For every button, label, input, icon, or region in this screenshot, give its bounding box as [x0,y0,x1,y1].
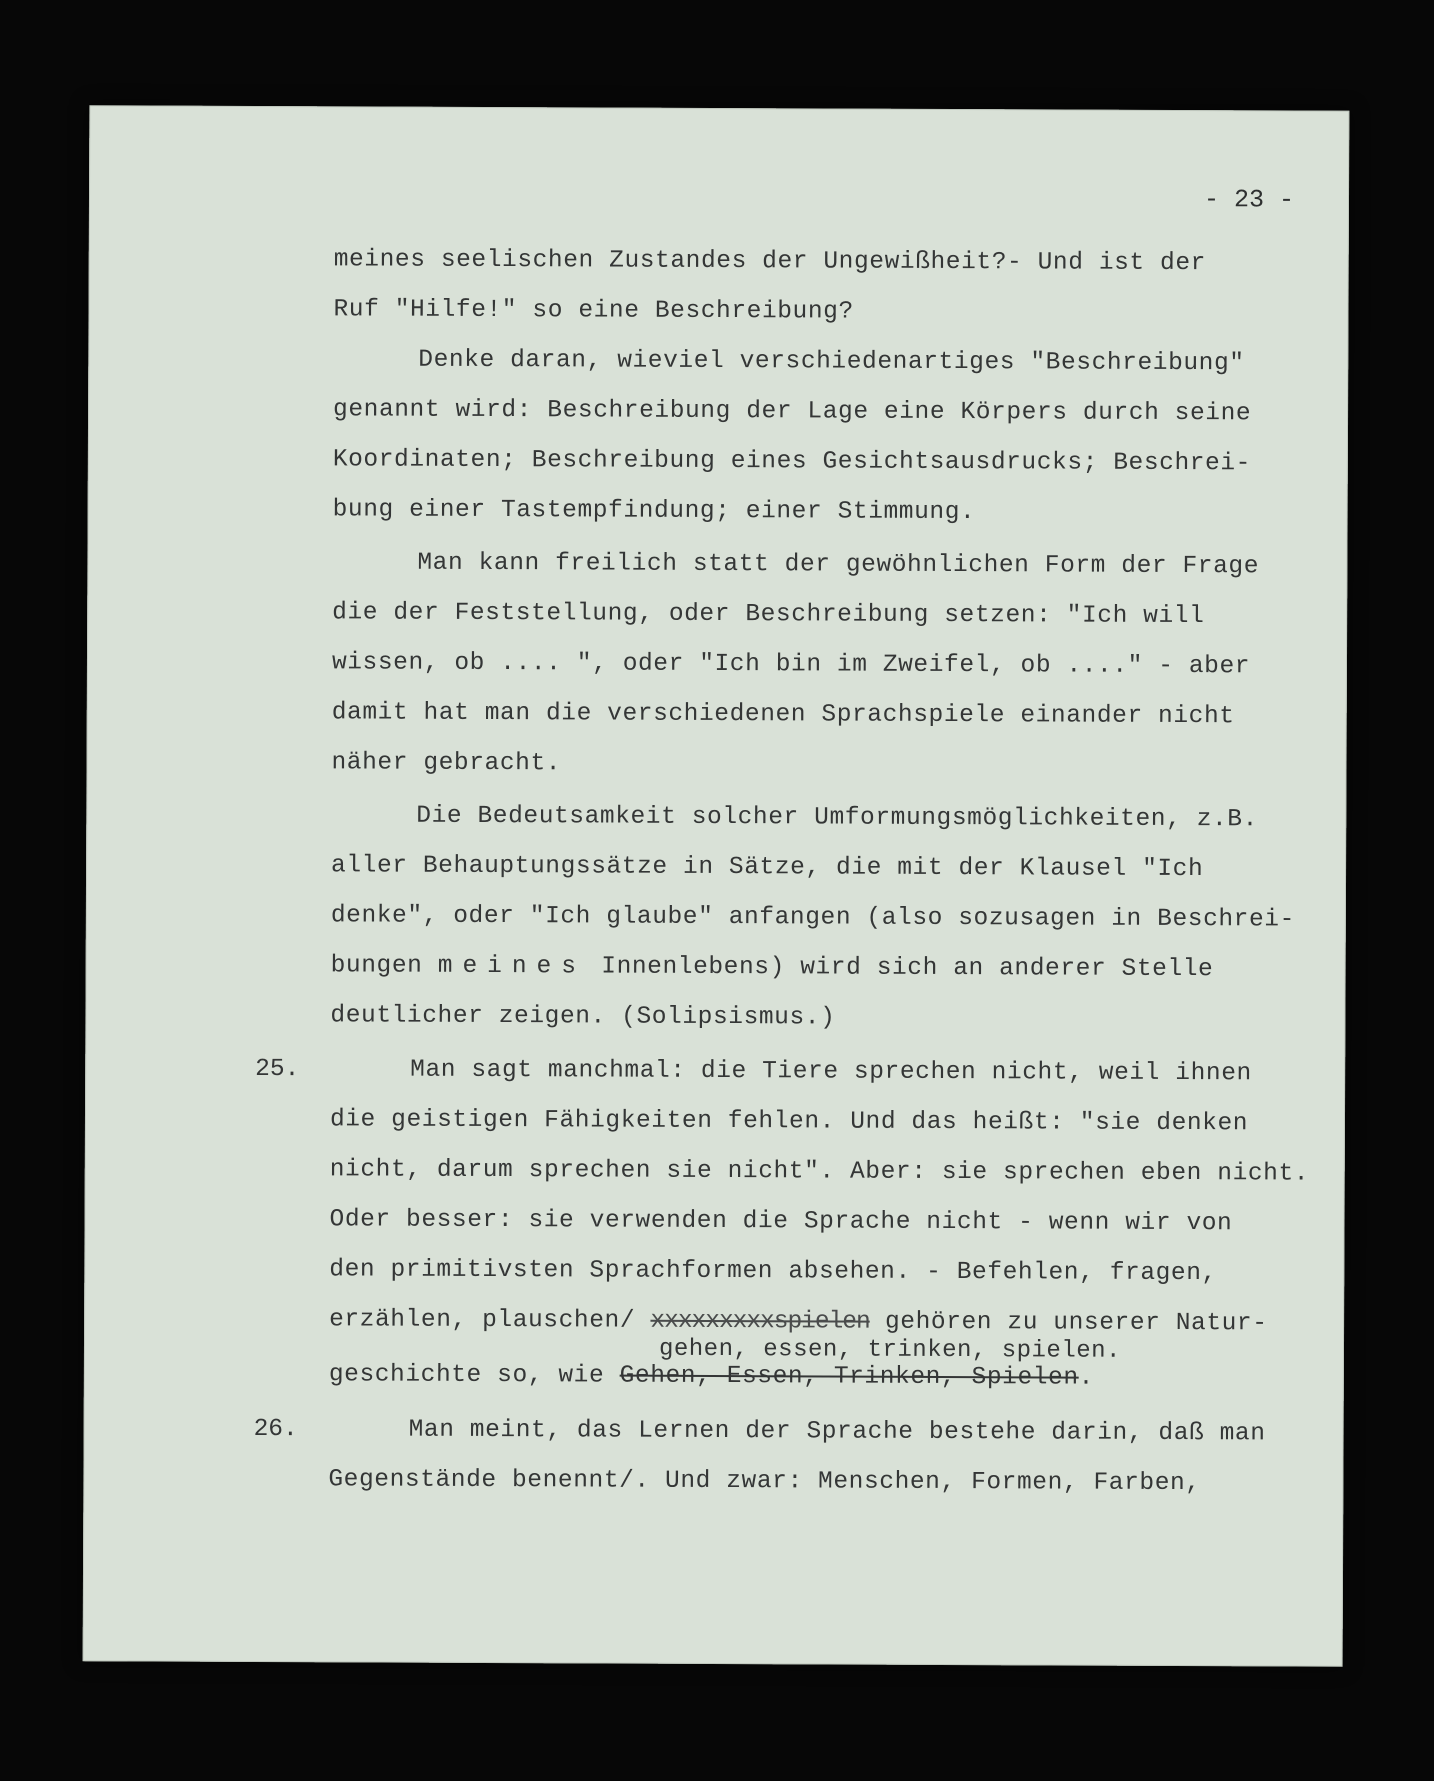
text-line-4: genannt wird: Beschreibung der Lage eine Körpers durch seine [333,396,1252,428]
page-number: - 23 - [1203,185,1295,215]
erzaehlen-end: gehören zu unserer Natur- [869,1308,1268,1338]
text-line-3: Denke daran, wieviel verschiedenartiges "Beschreibung" [418,346,1245,378]
text-line-6: bung einer Tastempfindung; einer Stimmung. [332,496,976,527]
text-line-7: Man kann freilich statt der gewöhnlichen Form der Frage [417,549,1260,581]
text-line-bungen [331,952,1214,983]
text-line-18: nicht, darum sprechen sie nicht". Aber: sie sprechen eben nicht. [329,1156,1310,1188]
text-line-19: Oder besser: sie verwenden die Sprache nicht - wenn wir von [329,1206,1233,1238]
section-number-26: 26. [253,1415,298,1444]
text-line-16: Man sagt manchmal: die Tiere sprechen nicht, weil ihnen [410,1056,1252,1088]
text-line-14: denke", oder "Ich glaube" anfangen (also sozusagen in Beschrei- [330,902,1295,934]
erzaehlen-start: erzählen, plauschen/ [329,1306,651,1335]
bungen-end: Innenlebens) wird sich an anderer Stelle [585,953,1214,984]
text-line-2: Ruf "Hilfe!" so eine Beschreibung? [333,296,854,326]
document-page [83,105,1350,1666]
insertion-text: gehen, essen, trinken, spielen. [658,1335,1122,1365]
struck-text: xxxxxxxxxspielen [650,1307,870,1336]
text-line-12: Die Bedeutsamkeit solcher Umformungsmöglichkeiten, z.B. [416,802,1258,834]
text-line-17: die geistigen Fähigkeiten fehlen. Und das heißt: "sie denken [329,1106,1249,1138]
spaced-meines: meines [437,952,587,981]
text-line-5: Koordinaten; Beschreibung eines Gesichtsausdrucks; Beschrei- [332,446,1252,478]
text-line-15: deutlicher zeigen. (Solipsismus.) [330,1002,836,1032]
text-line-geschichte [329,1361,1094,1391]
struck-verbs: Gehen, Essen, Trinken, Spielen [619,1362,1079,1392]
geschichte-end: . [1078,1364,1095,1392]
text-line-11: näher gebracht. [331,749,562,778]
bungen-start: bungen [330,952,438,980]
text-line-9: wissen, ob .... ", oder "Ich bin im Zweifel, ob ...." - aber [331,649,1251,681]
text-line-22: Gegenstände benennt/. Und zwar: Menschen, Formen, Farben, [328,1466,1201,1498]
geschichte-start: geschichte so, wie [328,1361,620,1390]
text-line-20: den primitivsten Sprachformen absehen. - Befehlen, fragen, [329,1256,1217,1288]
text-line-10: damit hat man die verschiedenen Sprachspiele einander nicht [331,699,1235,731]
section-number-25: 25. [255,1055,300,1084]
text-line-8: die der Feststellung, oder Beschreibung setzen: "Ich will [332,599,1205,631]
text-line-1: meines seelischen Zustandes der Ungewißheit?- Und ist der [333,246,1207,278]
text-line-13: aller Behauptungssätze in Sätze, die mit der Klausel "Ich [331,852,1204,884]
text-line-21: Man meint, das Lernen der Sprache bestehe darin, daß man [408,1416,1266,1448]
text-line-erzaehlen [329,1306,1268,1337]
